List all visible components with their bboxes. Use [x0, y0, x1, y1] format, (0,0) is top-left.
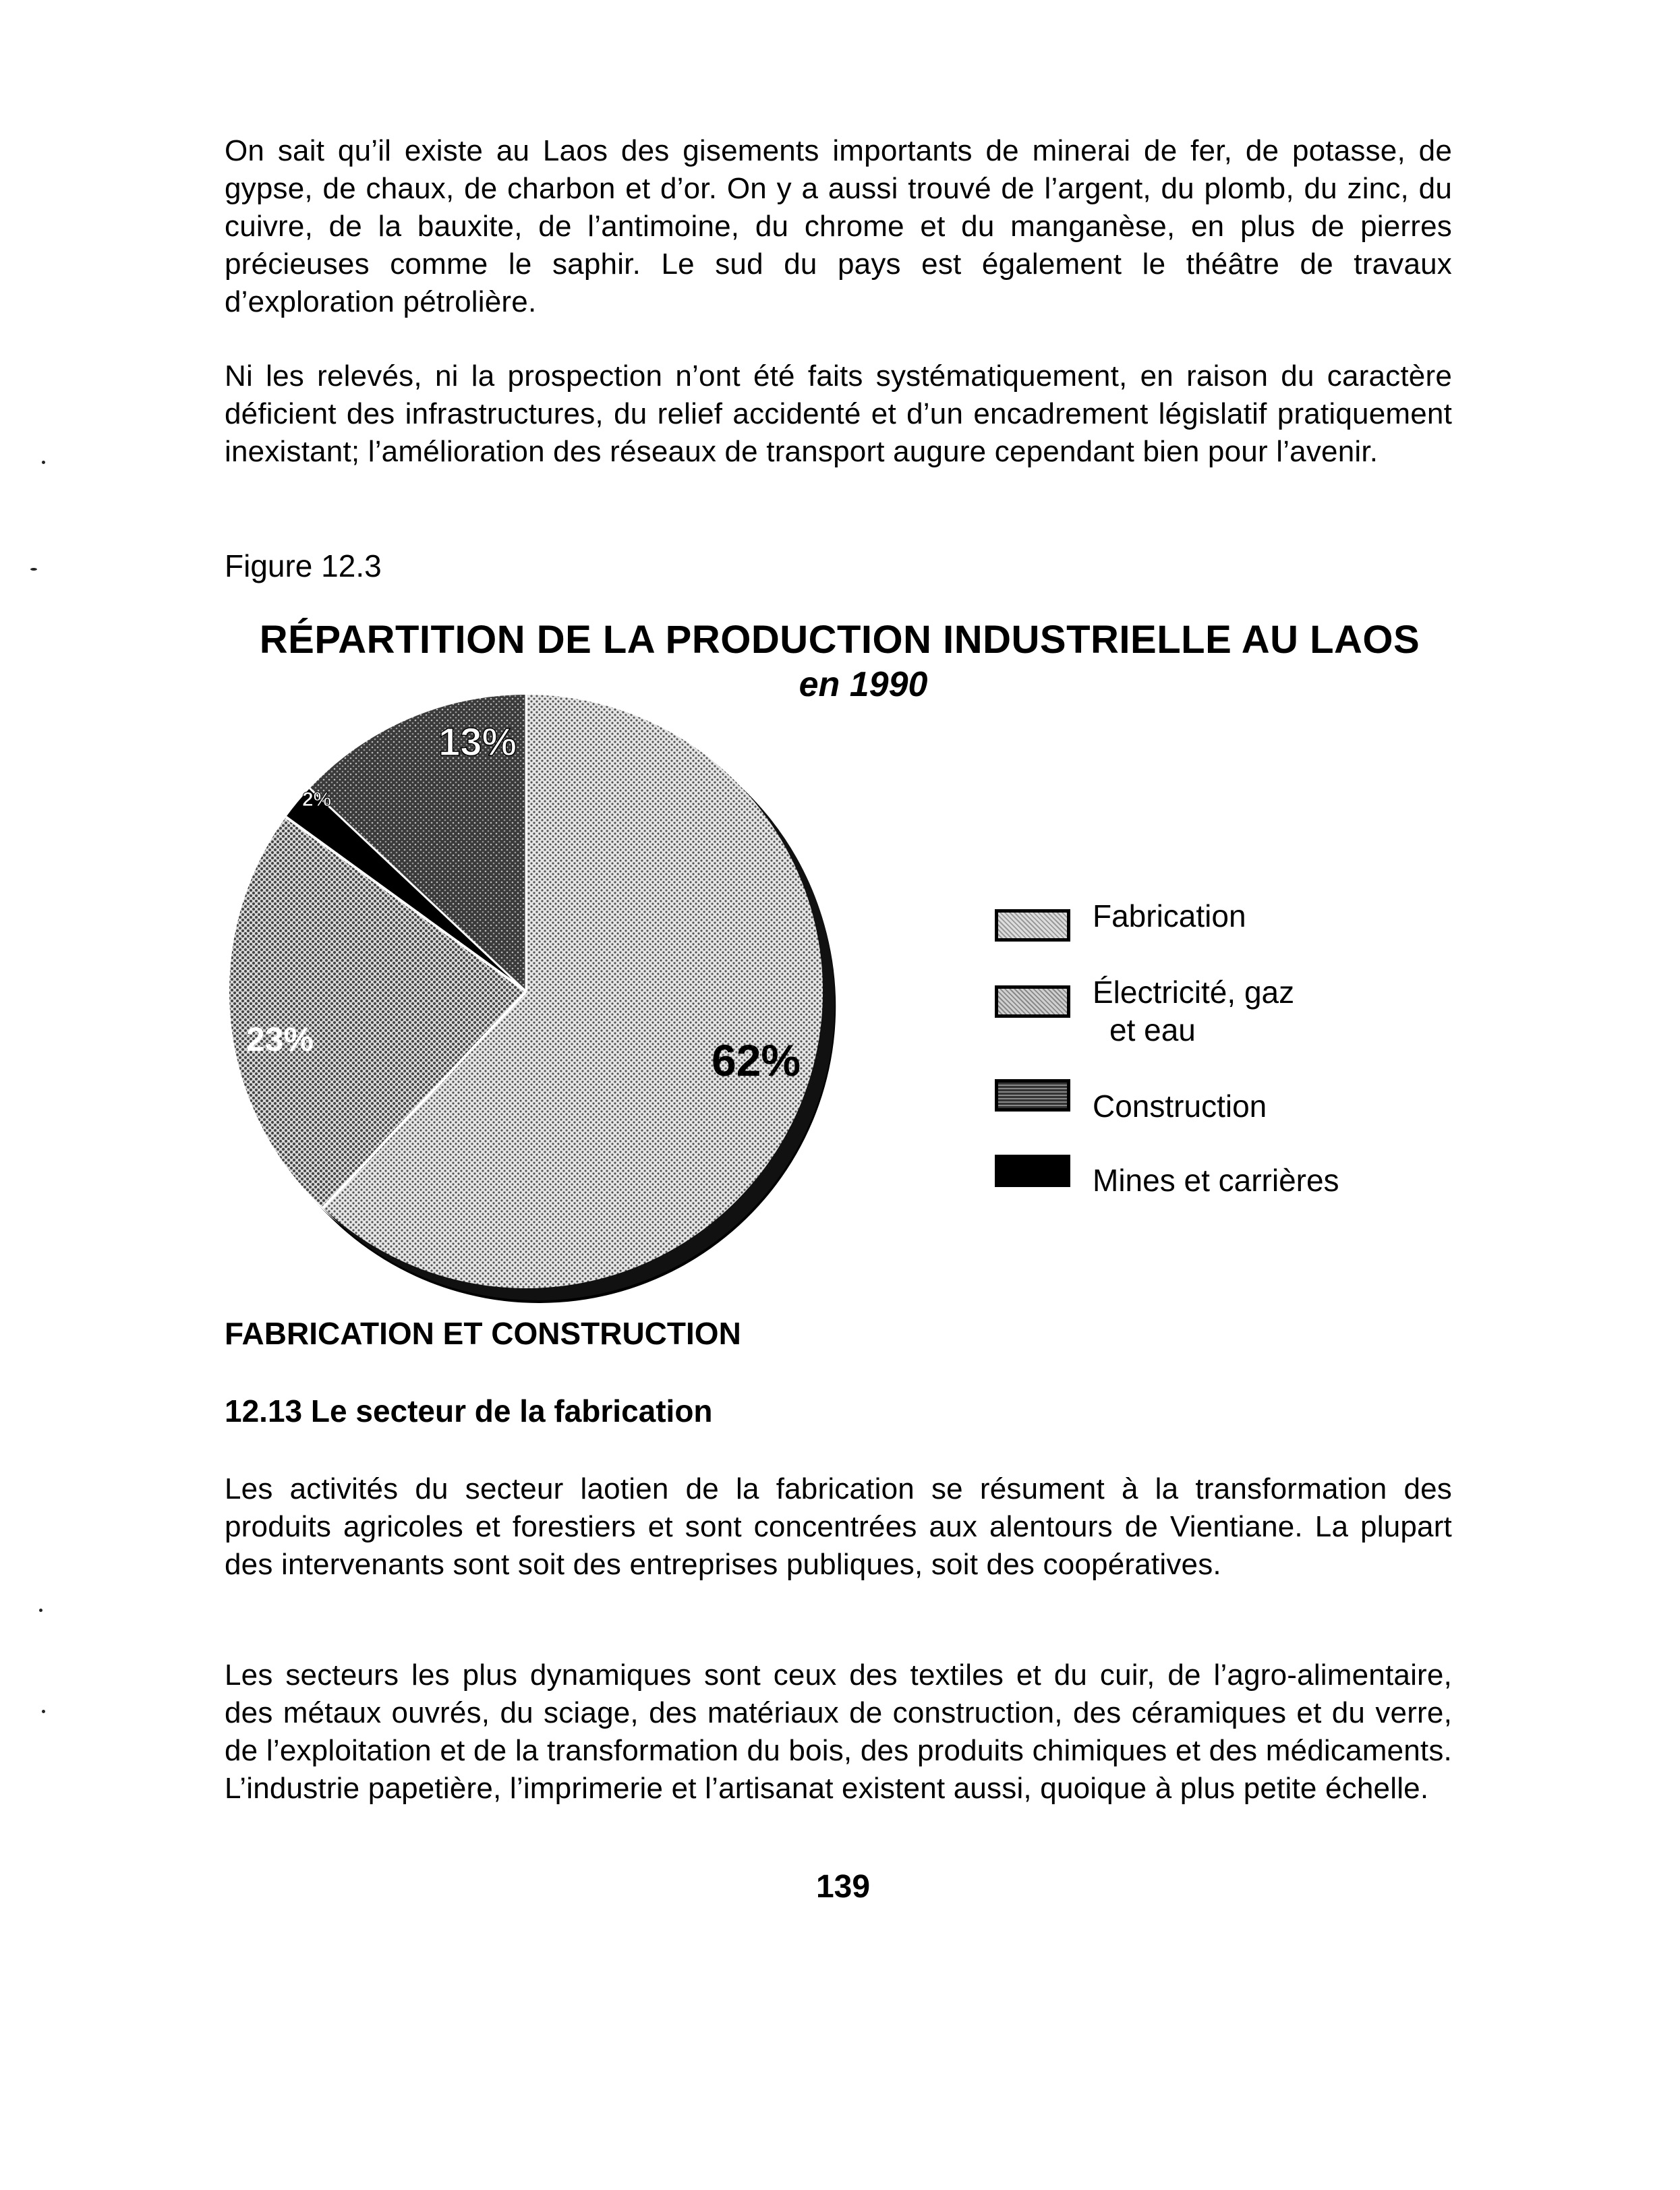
pie-label-mines: 2% — [302, 788, 332, 811]
scan-speck — [42, 461, 45, 464]
pie-label-construction: 13% — [438, 720, 517, 764]
scan-speck — [30, 568, 37, 571]
pie-label-electricite: 23% — [246, 1020, 314, 1058]
section-heading: FABRICATION ET CONSTRUCTION — [225, 1316, 741, 1351]
figure-label: Figure 12.3 — [225, 548, 382, 583]
paragraph-text: Les activités du secteur laotien de la fabrication se résument à la transformation des produits agricoles et forestiers et sont concentrées aux alentours de Vientiane. La plupart des intervenants sont soit des entreprises publiques, soit des coopératives. — [225, 1472, 1452, 1581]
scan-speck — [42, 1710, 45, 1713]
paragraph-text: Les secteurs les plus dynamiques sont ceux des textiles et du cuir, de l’agro-alimentaire, des métaux ouvrés, du sciage, des matériaux de construction, des céramiques et du verre, de l’exploitation et de la transformation du bois, des produits chimiques et des médicaments. L’industrie papetière, l’imprimerie et l’artisanat existent aussi, quoique à plus petite échelle. — [225, 1659, 1452, 1805]
pie-label-fabrication: 62% — [712, 1035, 801, 1085]
legend-label: Construction — [1093, 1089, 1267, 1124]
paragraph-mineral-deposits — [225, 132, 1452, 321]
chart-subtitle: en 1990 — [799, 665, 928, 704]
paragraph-prospection — [225, 357, 1452, 471]
paragraph-dynamic-sectors — [225, 1656, 1452, 1808]
legend-swatch-mines — [995, 1155, 1070, 1187]
legend-label-continued: et eau — [1109, 1012, 1196, 1047]
paragraph-text: Ni les relevés, ni la prospection n’ont été faits systématiquement, en raison du caractère déficient des infrastructures, du relief accidenté et d’un encadrement législatif pratiquement inexistant; l’amélioration des réseaux de transport augure cependant bien pour l’avenir. — [225, 359, 1452, 468]
legend-label: Électricité, gaz — [1093, 975, 1295, 1010]
paragraph-manufacturing-activities — [225, 1470, 1452, 1584]
legend-label: Fabrication — [1093, 898, 1246, 933]
legend-swatch-construction — [995, 1079, 1070, 1112]
chart-title: RÉPARTITION DE LA PRODUCTION INDUSTRIELLE AU LAOS — [259, 618, 1420, 662]
paragraph-text: On sait qu’il existe au Laos des gisements importants de minerai de fer, de potasse, de gypse, de chaux, de charbon et d’or. On y a aussi trouvé de l’argent, du plomb, du zinc, du cuivre, de la bauxite, de l’antimoine, du chrome et du manganèse, en plus de pierres précieuses comme le saphir. Le sud du pays est également le théâtre de travaux d’exploration pétrolière. — [225, 134, 1452, 318]
subsection-heading: 12.13 Le secteur de la fabrication — [225, 1393, 713, 1429]
legend-swatch-fabrication — [995, 909, 1070, 942]
page-number: 139 — [815, 1869, 871, 1905]
legend-label: Mines et carrières — [1093, 1163, 1339, 1198]
legend-swatch-electricite — [995, 985, 1070, 1018]
pie-chart — [209, 681, 870, 1329]
scan-speck — [39, 1609, 42, 1612]
